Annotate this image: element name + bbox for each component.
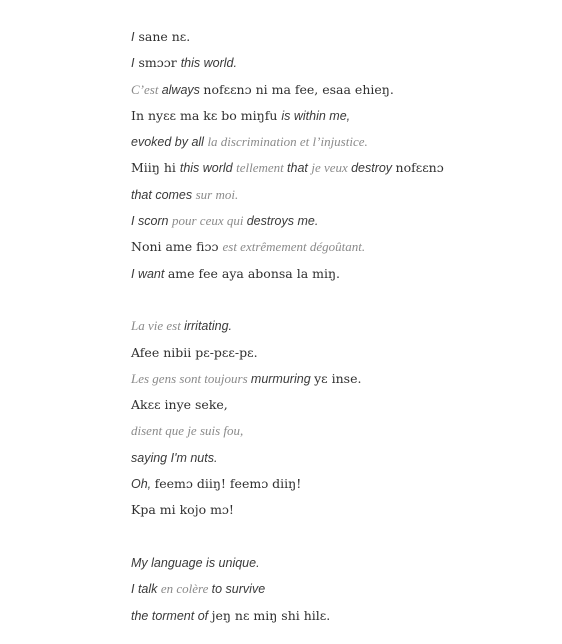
line-segment: smɔɔr	[134, 55, 181, 71]
line-segment: I want	[131, 266, 168, 281]
stanza-break	[131, 524, 551, 550]
line-segment: C’est	[131, 81, 162, 97]
poem-line	[131, 313, 551, 339]
line-segment: est extrêmement dégoûtant.	[222, 239, 366, 255]
poem-line	[131, 155, 551, 181]
line-segment: sane nɛ.	[134, 29, 191, 44]
poem-line	[131, 103, 551, 129]
poem-line	[131, 366, 551, 392]
poem-line	[131, 418, 551, 444]
line-segment: la discrimination et l’injustice.	[207, 134, 368, 150]
line-segment: to survive	[211, 582, 266, 597]
line-segment: I talk	[131, 582, 161, 597]
line-segment: feemɔ diiŋ! feemɔ diiŋ!	[154, 476, 302, 492]
line-segment: the torment of	[131, 608, 212, 623]
poem-line	[131, 576, 551, 602]
poem-line	[131, 182, 551, 208]
line-segment: disent que je suis fou,	[131, 423, 244, 439]
line-segment: Miiŋ hi	[131, 160, 180, 176]
poem-line	[131, 24, 551, 50]
line-segment: always	[161, 82, 204, 97]
poem-line	[131, 603, 551, 629]
poem-line	[131, 77, 551, 103]
line-segment: sur moi.	[195, 186, 239, 202]
line-segment: My language is unique.	[131, 555, 260, 570]
line-segment: ame fee aya abonsa la miŋ.	[167, 265, 341, 281]
poem-line	[131, 497, 551, 523]
line-segment: this world.	[180, 56, 237, 71]
poem-line	[131, 471, 551, 497]
line-segment: destroys me.	[246, 214, 319, 229]
line-segment: evoked by all	[131, 135, 208, 150]
line-segment: I	[131, 30, 135, 44]
poem-line	[131, 50, 551, 76]
line-segment: je veux	[311, 160, 352, 176]
line-segment: pour ceux qui	[172, 213, 247, 229]
line-segment: I	[131, 56, 135, 71]
line-segment: Oh,	[131, 477, 155, 492]
line-segment: yɛ inse.	[314, 370, 362, 386]
poem-line	[131, 234, 551, 260]
poem-line	[131, 445, 551, 471]
line-segment: this world	[179, 161, 237, 176]
stanza-break	[131, 287, 551, 313]
line-segment: Les gens sont toujours	[131, 370, 251, 386]
line-segment: La vie est	[131, 318, 185, 334]
line-segment: jeŋ nɛ miŋ shi hilɛ.	[211, 607, 331, 623]
line-segment: Afee nibii pɛ-pɛɛ-pɛ.	[131, 344, 258, 360]
poem-line	[131, 340, 551, 366]
line-segment: murmuring	[250, 371, 315, 386]
line-segment: is within me,	[281, 108, 351, 123]
poem-line	[131, 208, 551, 234]
line-segment: In nyɛɛ ma kɛ bo miŋfu	[131, 107, 282, 123]
line-segment: Noni ame fiɔɔ	[131, 239, 223, 255]
line-segment: I scorn	[131, 214, 172, 229]
line-segment: Akɛɛ inye seke,	[131, 397, 228, 413]
poem-line	[131, 261, 551, 287]
line-segment: Kpa mi kojo mɔ!	[131, 502, 234, 518]
line-segment: that	[287, 161, 312, 176]
line-segment: tellement	[236, 160, 288, 176]
poem-line	[131, 129, 551, 155]
line-segment: nofɛɛnɔ ni ma fee, esaa ehieŋ.	[203, 81, 394, 97]
poem-line	[131, 392, 551, 418]
line-segment: that comes	[131, 187, 196, 202]
line-segment: nofɛɛnɔ	[395, 160, 444, 176]
poem-line	[131, 550, 551, 576]
line-segment: saying I'm nuts.	[131, 450, 218, 465]
line-segment: destroy	[351, 161, 396, 176]
line-segment: irritating.	[184, 319, 233, 334]
line-segment: en colère	[160, 581, 212, 597]
poem-text	[131, 24, 551, 629]
